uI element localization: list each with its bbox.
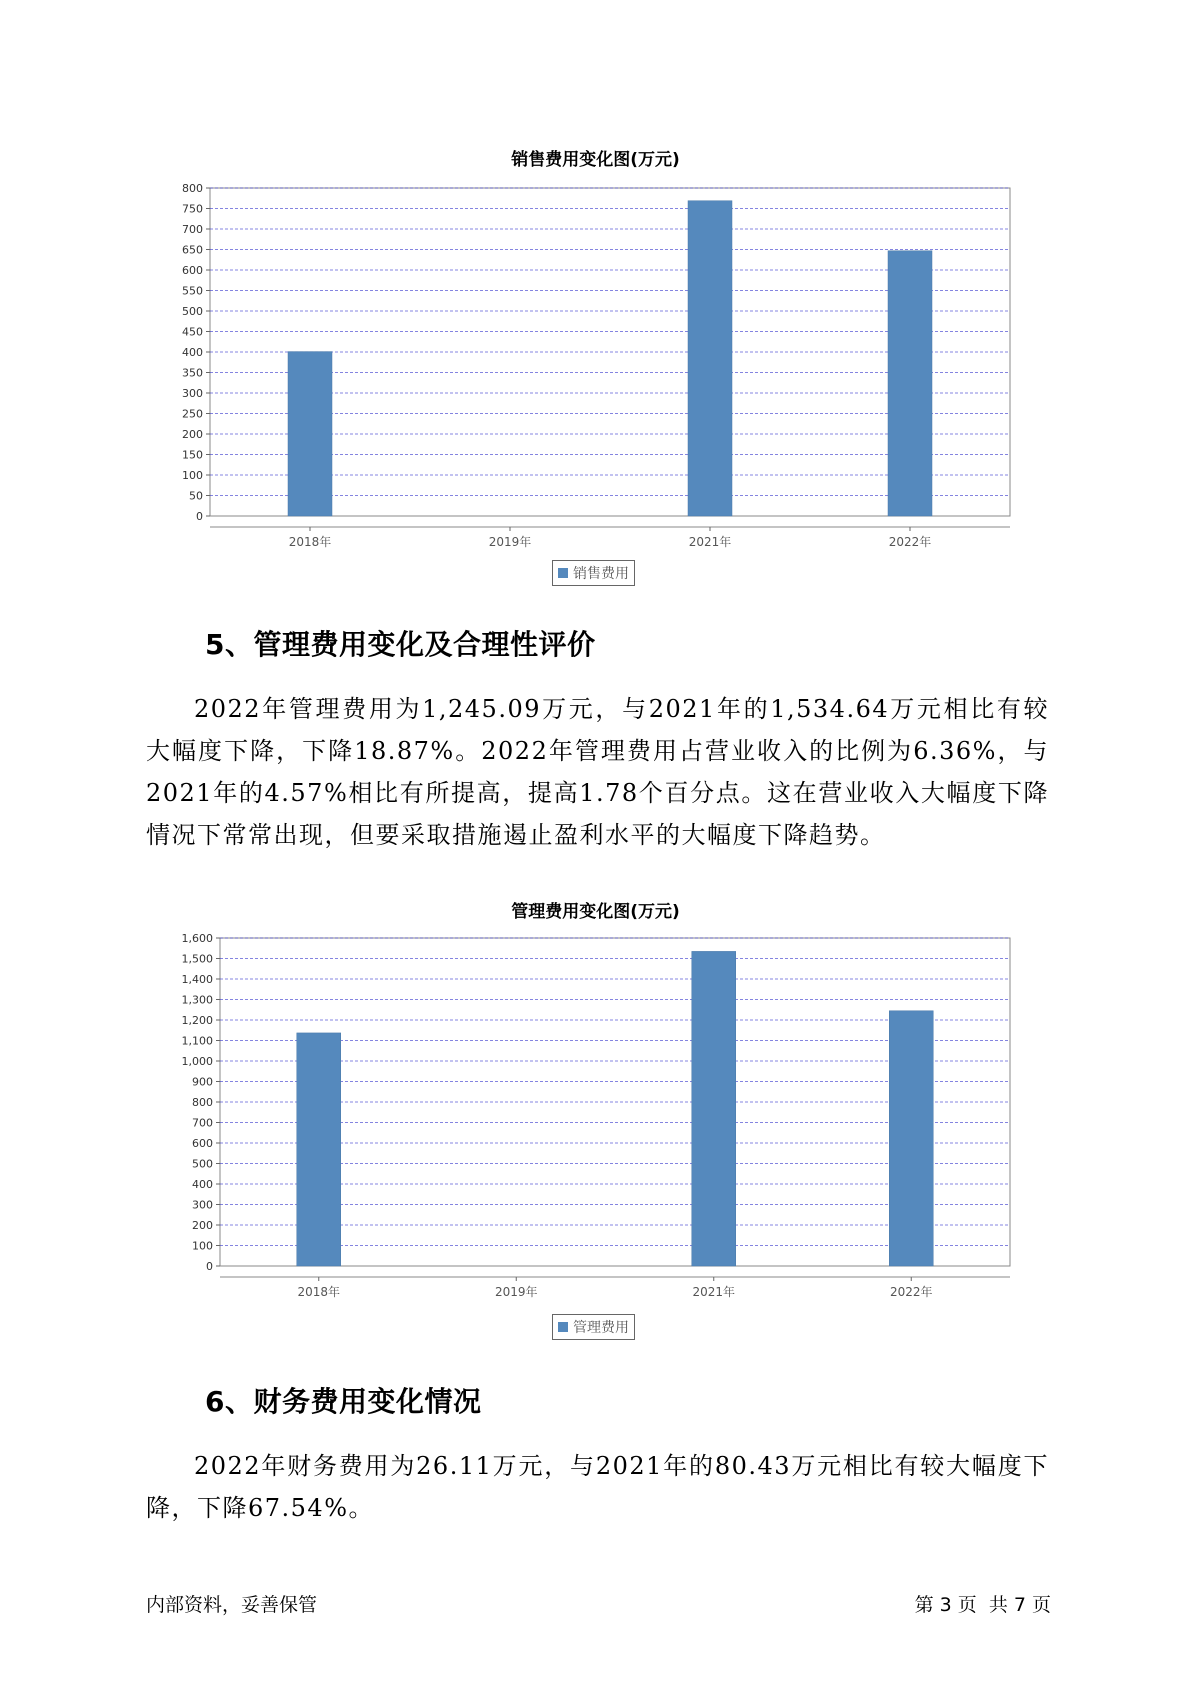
chart2-ytick-label: 900 <box>192 1075 213 1089</box>
chart2-ytick-label: 600 <box>192 1137 213 1150</box>
chart2-ytick-label: 100 <box>192 1239 213 1253</box>
chart2-ytick-label: 400 <box>192 1178 213 1191</box>
chart1-bar <box>888 251 932 516</box>
chart1-xtick-label: 2021年 <box>688 535 732 549</box>
footer-right: 第 3 页 共 7 页 <box>914 1594 1051 1616</box>
chart2-ytick-label: 300 <box>192 1198 213 1212</box>
chart1-ytick-label: 700 <box>182 223 203 236</box>
chart1-xtick-label: 2018年 <box>288 535 332 549</box>
chart1-ytick-label: 0 <box>196 510 203 523</box>
chart2-legend-label: 管理费用 <box>573 1320 629 1336</box>
chart1-ytick-label: 50 <box>189 489 203 503</box>
chart1-ytick-label: 600 <box>182 264 203 277</box>
chart2-bar <box>889 1011 933 1266</box>
chart1-ytick-label: 450 <box>182 325 203 339</box>
chart1-ytick-label: 500 <box>182 305 203 318</box>
chart1-legend-swatch <box>558 568 568 578</box>
section6-paragraph: 2022年财务费用为26.11万元，与2021年的80.43万元相比有较大幅度下降，下降67.54%。 <box>146 1452 1049 1522</box>
chart1-ytick-label: 400 <box>182 346 203 359</box>
footer-left: 内部资料，妥善保管 <box>146 1594 318 1616</box>
chart1-ytick-label: 100 <box>182 469 203 482</box>
chart2-ytick-label: 1,500 <box>181 952 213 966</box>
chart1-plot <box>0 170 1191 549</box>
chart1-ytick-label: 550 <box>182 284 203 298</box>
chart2-ytick-label: 200 <box>192 1219 213 1232</box>
chart1-title: 销售费用变化图(万元) <box>511 150 680 170</box>
chart2-ytick-label: 1,400 <box>181 973 213 986</box>
chart2-ytick-label: 0 <box>206 1260 213 1273</box>
chart1-ytick-label: 150 <box>182 448 203 462</box>
chart2-xtick-label: 2022年 <box>889 1285 933 1299</box>
chart2-ytick-label: 700 <box>192 1116 213 1130</box>
chart2-xtick-label: 2021年 <box>692 1285 736 1299</box>
chart1-legend <box>552 560 635 586</box>
chart1-ytick-label: 300 <box>182 387 203 400</box>
chart2-ytick-label: 1,000 <box>181 1055 213 1068</box>
chart2-ytick-label: 1,100 <box>181 1034 213 1048</box>
chart1-bar <box>288 352 332 516</box>
chart1-ytick-label: 750 <box>182 202 203 216</box>
chart2-bar <box>692 951 736 1266</box>
chart1-legend-label: 销售费用 <box>573 566 629 582</box>
section6-heading: 6、财务费用变化情况 <box>205 1385 482 1418</box>
chart1-ytick-label: 250 <box>182 407 203 421</box>
chart1-xtick-label: 2019年 <box>488 535 532 549</box>
chart2-plot <box>0 925 1191 1299</box>
chart1-bar <box>688 201 732 516</box>
chart2-xtick-label: 2018年 <box>297 1285 341 1299</box>
section5-heading: 5、管理费用变化及合理性评价 <box>205 628 596 661</box>
chart2-ytick-label: 1,200 <box>181 1014 213 1027</box>
chart2-bar <box>297 1033 341 1266</box>
chart1-ytick-label: 800 <box>182 182 203 195</box>
chart2-ytick-label: 500 <box>192 1157 213 1171</box>
chart2-title: 管理费用变化图(万元) <box>511 902 680 922</box>
chart2-xtick-label: 2019年 <box>494 1285 538 1299</box>
chart1-ytick-label: 650 <box>182 243 203 257</box>
chart1-ytick-label: 350 <box>182 366 203 380</box>
chart2-ytick-label: 1,300 <box>181 993 213 1007</box>
chart2-ytick-label: 800 <box>192 1096 213 1109</box>
chart1-ytick-label: 200 <box>182 428 203 441</box>
chart2-legend-swatch <box>558 1322 568 1332</box>
chart2-ytick-label: 1,600 <box>181 932 213 945</box>
section5-paragraph: 2022年管理费用为1,245.09万元，与2021年的1,534.64万元相比有较大幅度下降，下降18.87%。2022年管理费用占营业收入的比例为6.36%，与2021年的4.57%相比有所提高，提高1.78个百分点。这在营业收入大幅度下降情况下常常出现，但要采取措施遏止盈利水平的大幅度下降趋势。 <box>146 695 1049 849</box>
chart2-legend <box>552 1314 635 1340</box>
chart1-xtick-label: 2022年 <box>888 535 932 549</box>
